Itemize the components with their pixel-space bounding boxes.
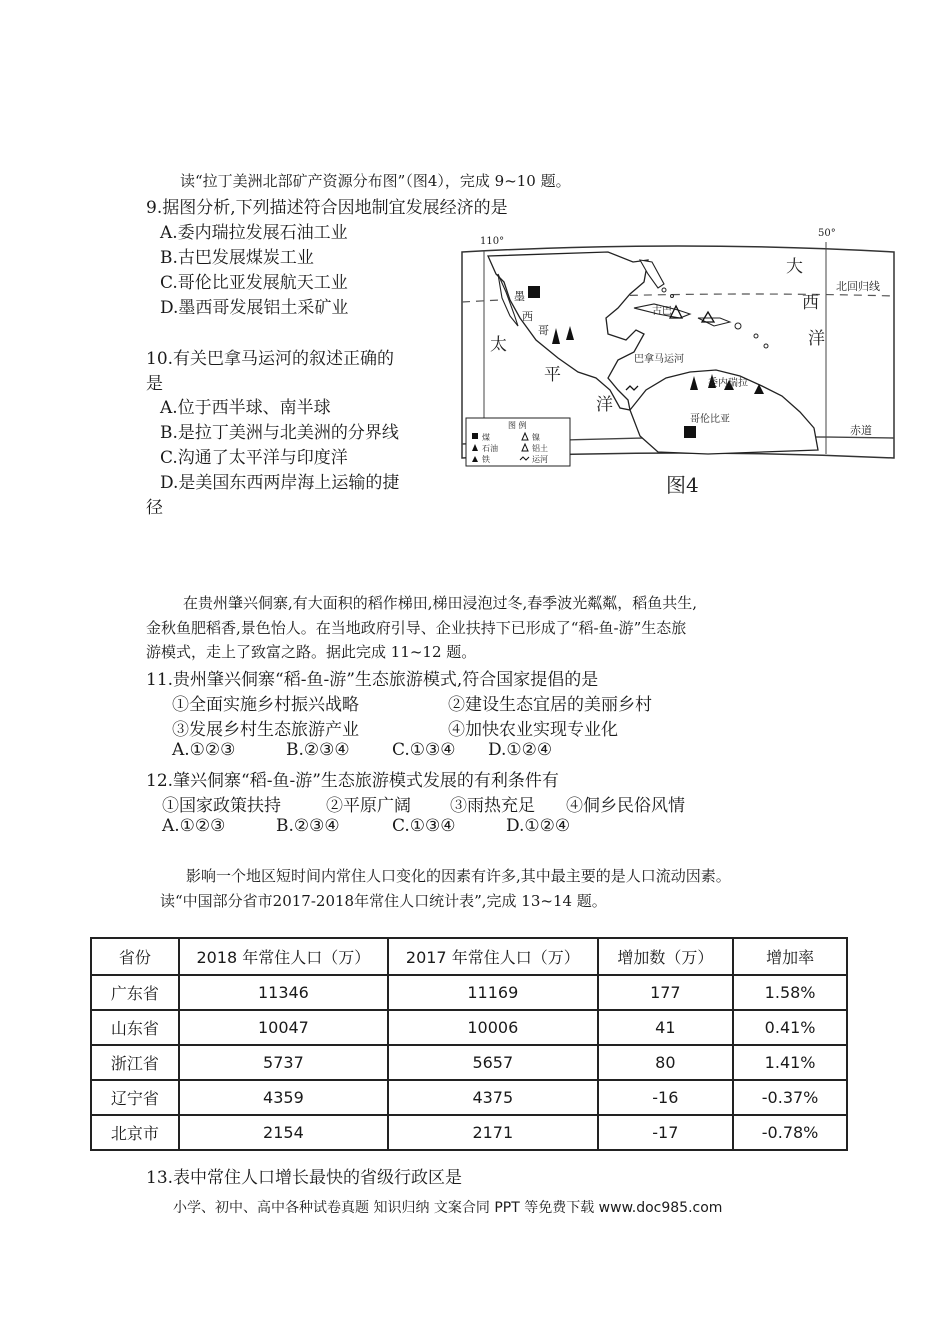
- cell-rate: -0.37%: [733, 1080, 847, 1115]
- coal-symbol-mexico: [528, 286, 540, 298]
- map-caption: 图4: [666, 473, 699, 497]
- cell-2018: 4359: [179, 1080, 388, 1115]
- cell-2017: 2171: [388, 1115, 597, 1150]
- atlantic-char-1: 大: [786, 257, 803, 277]
- q10-option-a: A.位于西半球、南半球: [160, 398, 331, 418]
- table-row: [91, 1115, 847, 1150]
- cell-rate: 1.41%: [733, 1045, 847, 1080]
- q9-option-d: D.墨西哥发展铝土采矿业: [160, 298, 349, 318]
- q11-item-1: ①全面实施乡村振兴战略: [172, 695, 359, 715]
- q9-option-c: C.哥伦比亚发展航天工业: [160, 273, 348, 293]
- intro-q11-12-line2: 金秋鱼肥稻香,景色怡人。在当地政府引导、企业扶持下已形成了“稻-鱼-游”生态旅: [146, 619, 687, 637]
- cell-province: 北京市: [91, 1115, 179, 1150]
- q12-choice-c: C.①③④: [392, 816, 456, 836]
- equator-label: 赤道: [850, 424, 872, 437]
- table-header-row: [91, 938, 847, 975]
- tropic-label: 北回归线: [836, 280, 880, 293]
- header-2018: 2018 年常住人口（万）: [179, 938, 388, 975]
- q11-choice-b: B.②③④: [286, 740, 350, 760]
- legend-bauxite: 铝土: [532, 444, 548, 453]
- cell-increase: 41: [598, 1010, 734, 1045]
- intro-q13-14-line2: 读“中国部分省市2017-2018年常住人口统计表”,完成 13~14 题。: [160, 892, 607, 910]
- q10-option-d-line2: 径: [146, 498, 163, 518]
- header-increase: 增加数（万）: [598, 938, 734, 975]
- cell-increase: -16: [598, 1080, 734, 1115]
- cell-province: 山东省: [91, 1010, 179, 1045]
- q11-item-3: ③发展乡村生态旅游产业: [172, 720, 359, 740]
- table-row: [91, 1010, 847, 1045]
- q11-choice-a: A.①②③: [172, 740, 236, 760]
- q13-stem: 13.表中常住人口增长最快的省级行政区是: [146, 1168, 463, 1188]
- q12-item-3: ③雨热充足: [450, 796, 535, 816]
- intro-q9-10: 读“拉丁美洲北部矿产资源分布图”（图4），完成 9~10 题。: [180, 172, 571, 190]
- pacific-char-2: 平: [544, 365, 561, 385]
- mexico-char-1: 墨: [514, 290, 525, 303]
- q10-stem-line1: 10.有关巴拿马运河的叙述正确的: [146, 349, 395, 369]
- q12-choice-b: B.②③④: [276, 816, 340, 836]
- q11-item-2: ②建设生态宜居的美丽乡村: [448, 695, 652, 715]
- cell-province: 辽宁省: [91, 1080, 179, 1115]
- table-row: [91, 1080, 847, 1115]
- mexico-char-2: 西: [522, 310, 533, 323]
- table-row: [91, 1045, 847, 1080]
- q10-option-b: B.是拉丁美洲与北美洲的分界线: [160, 423, 399, 443]
- q9-option-a: A.委内瑞拉发展石油工业: [160, 223, 348, 243]
- header-2017: 2017 年常住人口（万）: [388, 938, 597, 975]
- cell-2017: 10006: [388, 1010, 597, 1045]
- cuba-label: 古巴: [652, 306, 672, 317]
- cell-increase: -17: [598, 1115, 734, 1150]
- atlantic-char-3: 洋: [808, 329, 825, 349]
- colombia-label: 哥伦比亚: [690, 414, 730, 425]
- cell-province: 浙江省: [91, 1045, 179, 1080]
- q11-choice-d: D.①②④: [488, 740, 553, 760]
- q11-item-4: ④加快农业实现专业化: [448, 720, 618, 740]
- q12-choice-d: D.①②④: [506, 816, 571, 836]
- pacific-char-3: 洋: [596, 395, 613, 415]
- q12-stem: 12.肇兴侗寨“稻-鱼-游”生态旅游模式发展的有利条件有: [146, 771, 559, 791]
- panama-label: 巴拿马运河: [634, 354, 684, 365]
- q10-stem-line2: 是: [146, 374, 163, 394]
- q10-option-d-line1: D.是美国东西两岸海上运输的捷: [160, 473, 400, 493]
- intro-q11-12-line3: 游模式，走上了致富之路。据此完成 11~12 题。: [146, 643, 477, 661]
- q11-choice-c: C.①③④: [392, 740, 456, 760]
- pacific-char-1: 太: [490, 335, 507, 355]
- cell-2018: 10047: [179, 1010, 388, 1045]
- q12-choice-a: A.①②③: [162, 816, 226, 836]
- population-table: [90, 937, 848, 1151]
- intro-q11-12-line1: 在贵州肇兴侗寨,有大面积的稻作梯田,梯田浸泡过冬,春季波光粼粼，稻鱼共生,: [183, 594, 698, 612]
- coal-symbol-colombia: [684, 426, 696, 438]
- footer-text: 小学、初中、高中各种试卷真题 知识归纳 文案合同 PPT 等免费下载 www.doc985.com: [173, 1200, 723, 1216]
- cell-2018: 11346: [179, 975, 388, 1010]
- cell-rate: 1.58%: [733, 975, 847, 1010]
- intro-q13-14-line1: 影响一个地区短时间内常住人口变化的因素有许多,其中最主要的是人口流动因素。: [186, 867, 731, 885]
- q12-item-2: ②平原广阔: [326, 796, 411, 816]
- latin-america-mineral-map: [458, 222, 898, 504]
- cell-2017: 5657: [388, 1045, 597, 1080]
- q10-option-c: C.沟通了太平洋与印度洋: [160, 448, 348, 468]
- cell-rate: 0.41%: [733, 1010, 847, 1045]
- table-row: [91, 975, 847, 1010]
- lon-left-label: 110°: [480, 236, 505, 247]
- legend-oil: 石油: [482, 444, 498, 453]
- cell-2018: 2154: [179, 1115, 388, 1150]
- cell-2017: 11169: [388, 975, 597, 1010]
- cell-province: 广东省: [91, 975, 179, 1010]
- mexico-char-3: 哥: [538, 324, 549, 337]
- header-rate: 增加率: [733, 938, 847, 975]
- legend-coal-icon: [472, 433, 478, 439]
- q12-item-4: ④侗乡民俗风情: [566, 796, 685, 816]
- legend-nickel: 镍: [532, 433, 540, 442]
- cell-increase: 80: [598, 1045, 734, 1080]
- q11-stem: 11.贵州肇兴侗寨“稻-鱼-游”生态旅游模式,符合国家提倡的是: [146, 670, 599, 690]
- cell-2017: 4375: [388, 1080, 597, 1115]
- atlantic-char-2: 西: [802, 293, 819, 313]
- legend-coal: 煤: [482, 433, 490, 442]
- q9-stem: 9.据图分析,下列描述符合因地制宜发展经济的是: [146, 198, 508, 218]
- legend-iron: 铁: [482, 455, 490, 464]
- cell-2018: 5737: [179, 1045, 388, 1080]
- legend-canal: 运河: [532, 455, 548, 464]
- header-province: 省份: [91, 938, 179, 975]
- venezuela-label: 委内瑞拉: [708, 378, 748, 389]
- q9-option-b: B.古巴发展煤炭工业: [160, 248, 314, 268]
- cell-rate: -0.78%: [733, 1115, 847, 1150]
- lon-right-label: 50°: [818, 228, 836, 239]
- cell-increase: 177: [598, 975, 734, 1010]
- legend-title: 图 例: [508, 421, 527, 430]
- q12-item-1: ①国家政策扶持: [162, 796, 281, 816]
